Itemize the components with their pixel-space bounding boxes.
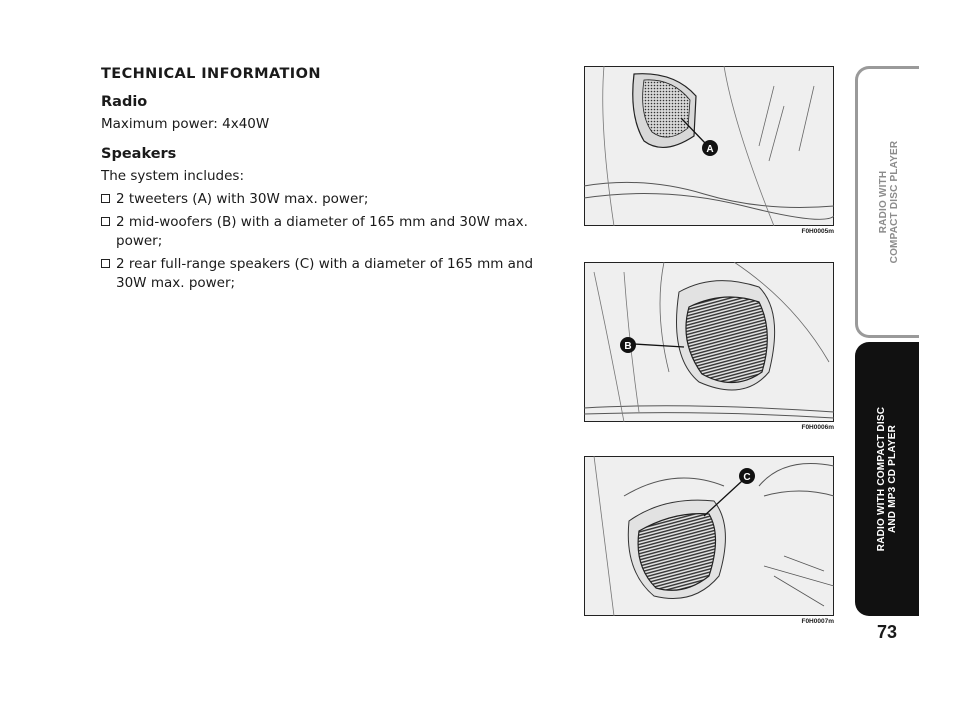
figure-tweeter	[584, 66, 834, 235]
figure-caption: F0H0006m	[801, 424, 834, 431]
list-item: 2 rear full-range speakers (C) with a diameter of 165 mm and 30W max. power;	[101, 255, 561, 293]
page-number: 73	[876, 622, 898, 642]
speakers-title: Speakers	[101, 146, 177, 162]
tab-label: RADIO WITH COMPACT DISC AND MP3 CD PLAYER	[876, 406, 898, 552]
rear-speaker-illustration	[584, 456, 834, 616]
figure-caption: F0H0007m	[801, 618, 834, 625]
callout-c: C	[743, 472, 751, 483]
radio-max-power: Maximum power: 4x40W	[101, 116, 270, 132]
checkbox-bullet-icon	[101, 259, 110, 268]
radio-title: Radio	[101, 94, 148, 110]
list-item: 2 mid-woofers (B) with a diameter of 165 mm and 30W max. power;	[101, 213, 561, 251]
figure-rear-speaker	[584, 456, 834, 625]
speakers-intro: The system includes:	[101, 168, 244, 184]
tab-radio-with-cd-player[interactable]	[855, 66, 919, 338]
callout-a: A	[706, 144, 714, 155]
section-heading: TECHNICAL INFORMATION	[101, 66, 321, 82]
tweeter-illustration	[584, 66, 834, 226]
speakers-list	[101, 190, 561, 293]
figure-caption: F0H0005m	[801, 228, 834, 235]
callout-b: B	[624, 341, 632, 352]
figure-mid-woofer	[584, 262, 834, 431]
tab-radio-with-cd-mp3-player[interactable]	[855, 342, 919, 616]
mid-woofer-illustration	[584, 262, 834, 422]
technical-information-section	[101, 66, 561, 297]
list-item: 2 tweeters (A) with 30W max. power;	[101, 190, 561, 209]
checkbox-bullet-icon	[101, 194, 110, 203]
tab-label: RADIO WITH COMPACT DISC PLAYER	[877, 140, 900, 264]
checkbox-bullet-icon	[101, 217, 110, 226]
